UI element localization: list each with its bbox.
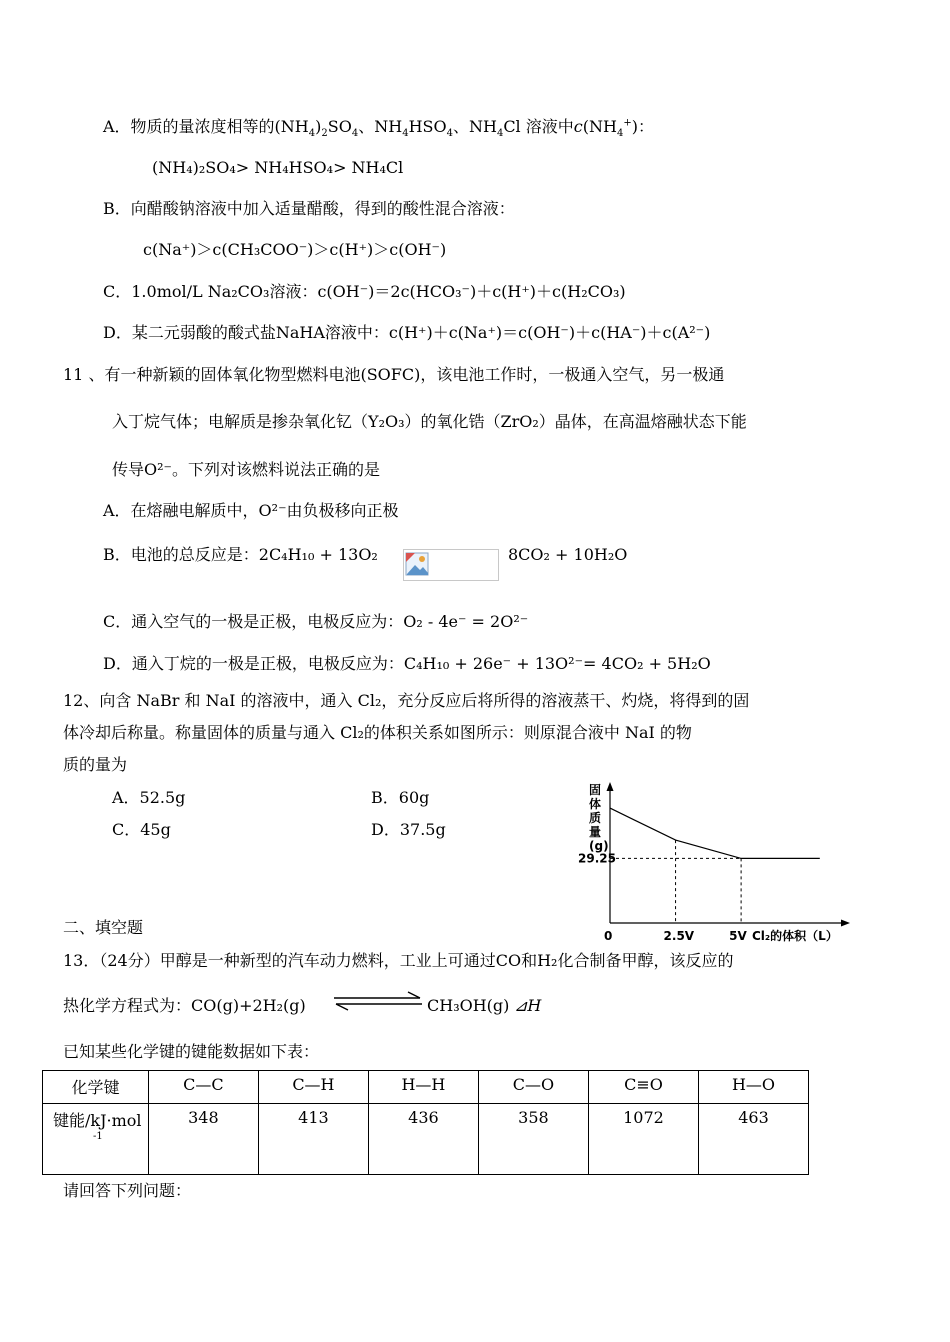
table-row — [43, 1104, 809, 1175]
chart-y-label-char: 质 — [589, 811, 602, 825]
q10-option-b: B．向醋酸钠溶液中加入适量醋酸，得到的酸性混合溶液： — [103, 199, 515, 218]
table-cell: 463 — [698, 1104, 808, 1175]
q12-stem-line2: 体冷却后称量。称量固体的质量与通入 Cl₂的体积关系如图所示：则原混合液中 NaI 的物 — [63, 723, 692, 742]
section-title: 二、填空题 — [63, 918, 144, 937]
chart-y-label-char: 量 — [589, 825, 602, 839]
chart-x-tick-label: 5V — [729, 929, 747, 943]
mass-volume-chart — [578, 780, 858, 945]
q11-option-a: A．在熔融电解质中，O²⁻由负极移向正极 — [103, 501, 399, 520]
bond-energy-table — [42, 1070, 809, 1175]
q13-equation-left: 热化学方程式为：CO(g)+2H₂(g) — [63, 996, 306, 1015]
q11-stem-line3: 传导O²⁻。下列对该燃料说法正确的是 — [112, 460, 380, 479]
table-header-row — [43, 1071, 809, 1104]
q13-delta-h: ⊿H — [514, 996, 542, 1015]
q10-option-a-order: (NH₄)₂SO₄> NH₄HSO₄> NH₄Cl — [152, 158, 404, 177]
chart-y-label-char: 固 — [589, 783, 602, 797]
table-header-cell: C—H — [258, 1071, 368, 1104]
chart-x-axis-label: Cl₂的体积（L） — [752, 929, 838, 943]
table-cell: 436 — [368, 1104, 478, 1175]
q13-after-table: 请回答下列问题： — [63, 1181, 192, 1200]
table-cell: 1072 — [588, 1104, 698, 1175]
chart-y-tick-label: 29.25 — [578, 851, 616, 866]
table-header-cell: C—C — [148, 1071, 258, 1104]
q10-option-c: C．1.0mol/L Na₂CO₃溶液：c(OH⁻)＝2c(HCO₃⁻)＋c(H⁺)＋c(H₂CO₃) — [103, 282, 626, 301]
table-header-cell: C—O — [478, 1071, 588, 1104]
q11-stem-line1: 11 、有一种新颖的固体氧化物型燃料电池(SOFC)，该电池工作时，一极通入空气，另一极通 — [63, 365, 725, 384]
table-row-label: 键能/kJ·mol -1 — [43, 1104, 149, 1175]
chart-y-label-char: 体 — [589, 797, 602, 811]
chart-y-label-char: (g) — [589, 839, 609, 853]
chart-x-tick-label: 2.5V — [663, 929, 695, 943]
table-cell: 348 — [148, 1104, 258, 1175]
q11-option-c: C．通入空气的一极是正极，电极反应为：O₂ - 4e⁻ = 2O²⁻ — [103, 612, 529, 631]
q12-option-d: D．37.5g — [371, 820, 446, 839]
q11-option-b-right: 8CO₂ + 10H₂O — [508, 545, 628, 564]
q13-table-intro: 已知某些化学键的键能数据如下表： — [63, 1042, 320, 1061]
q11-option-d: D．通入丁烷的一极是正极，电极反应为：C₄H₁₀ + 26e⁻ + 13O²⁻= 4CO₂ + 5H₂O — [103, 654, 711, 673]
q11-option-b-left: B．电池的总反应是：2C₄H₁₀ + 13O₂ — [103, 545, 378, 564]
q12-option-b: B．60g — [371, 788, 430, 807]
q10-option-b-order: c(Na⁺)＞c(CH₃COO⁻)＞c(H⁺)＞c(OH⁻) — [143, 240, 447, 259]
q10-option-d: D．某二元弱酸的酸式盐NaHA溶液中：c(H⁺)＋c(Na⁺)＝c(OH⁻)＋c(HA⁻)＋c(A²⁻) — [103, 323, 711, 342]
q13-stem-line1: 13．（24分）甲醇是一种新型的汽车动力燃料，工业上可通过CO和H₂化合制备甲醇，该反应的 — [63, 951, 734, 970]
q12-option-a: A．52.5g — [112, 788, 186, 807]
table-header-cell: H—H — [368, 1071, 478, 1104]
table-header-cell: H—O — [698, 1071, 808, 1104]
q12-stem-line3: 质的量为 — [63, 755, 128, 774]
equilibrium-arrow-icon — [332, 990, 424, 1012]
broken-image-placeholder — [403, 549, 499, 581]
q11-stem-line2: 入丁烷气体；电解质是掺杂氧化钇（Y₂O₃）的氧化锆（ZrO₂）晶体，在高温熔融状态下能 — [112, 412, 747, 431]
q13-equation-right: CH₃OH(g) — [427, 996, 510, 1015]
q10-option-a: A．物质的量浓度相等的$(NH_4)_2SO_4$、$NH_4HSO_4$、$NH_4Cl$ 溶液中$c(NH_4^+)$： — [103, 117, 654, 140]
chart-y-axis-arrow — [607, 782, 614, 791]
table-cell: 413 — [258, 1104, 368, 1175]
broken-image-icon — [405, 552, 431, 578]
table-header-cell: 化学键 — [43, 1071, 149, 1104]
table-cell: 358 — [478, 1104, 588, 1175]
q12-stem-line1: 12、向含 NaBr 和 NaI 的溶液中，通入 Cl₂，充分反应后将所得的溶液蒸干、灼烧，将得到的固 — [63, 691, 750, 710]
chart-x-axis-arrow — [841, 920, 850, 927]
table-header-cell: C≡O — [588, 1071, 698, 1104]
chart-origin-label: 0 — [604, 929, 613, 943]
chart-series-line — [610, 808, 820, 858]
q12-option-c: C．45g — [112, 820, 171, 839]
chart-y-axis-label — [589, 783, 609, 853]
